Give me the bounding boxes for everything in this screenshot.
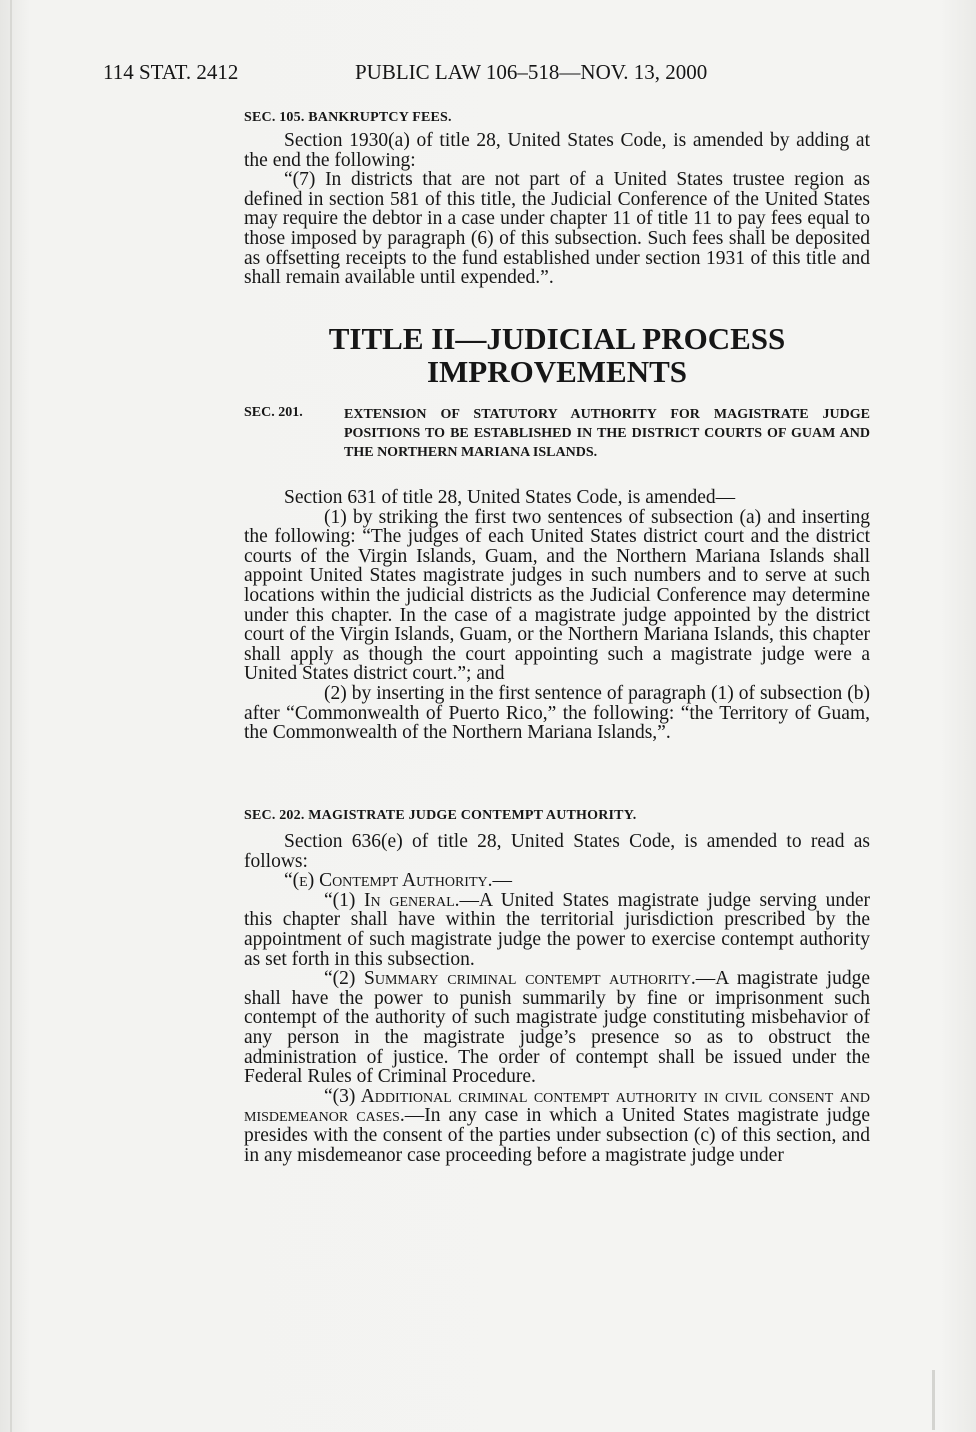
section-201-item-2: (2) by inserting in the first sentence of paragraph (1) of subsection (b) after “Commonwealth of Puerto Rico,” the following: “the Territory of Guam, the Commonwealth of the Northern Mariana Islands,”. (244, 682, 870, 744)
section-201-intro: Section 631 of title 28, United States Code, is amended— (284, 487, 736, 508)
section-105-intro: Section 1930(a) of title 28, United States Code, is amended by adding at the end the following: (244, 130, 870, 171)
paragraph-1-label: “(1) In general.— (324, 889, 480, 911)
section-202-intro: Section 636(e) of title 28, United States Code, is amended to read as follows: (244, 831, 870, 872)
page-edge-mark (932, 1370, 935, 1430)
paragraph-3-text: In any case in which a United States magistrate judge presides with the consent of the parties under subsection (c) of this section, and in any misdemeanor case proceeding before a magistrate judge under (244, 1105, 870, 1166)
section-202-heading: SEC. 202. MAGISTRATE JUDGE CONTEMPT AUTHORITY. (244, 808, 637, 823)
section-105-body (244, 131, 870, 288)
subsection-e-heading (244, 871, 870, 891)
section-202-body (244, 832, 870, 1165)
paragraph-3 (244, 1087, 870, 1165)
public-law-citation: PUBLIC LAW 106–518—NOV. 13, 2000 (355, 60, 708, 84)
section-201-item-1: (1) by striking the first two sentences of subsection (a) and inserting the following: “The judges of each United States district court and the district courts of the Virgin Islands, Guam, and the Northern Mariana Islands shall appoint United States magistrate judges in such numbers and to serve at such locations within the judicial districts as the Judicial Conference may determine under this chapter. In the case of a magistrate judge appointed by the district court of the Virgin Islands, Guam, or the Northern Mariana Islands, this chapter shall apply as though the court appointing such a magistrate judge were a United States district court.”; and (244, 506, 870, 685)
running-header (103, 60, 803, 90)
section-202 (244, 808, 870, 824)
paragraph-2-text: A magistrate judge shall have the power to punish summarily by fine or imprisonment such contempt of the authority of such magistrate judge constituting misbehavior of any person in the magistrate judge’s presence so as to obstruct the administration of justice. The order of contempt shall be issued under the Federal Rules of Criminal Procedure. (244, 968, 870, 1088)
title-ii-heading (244, 322, 870, 388)
subsection-e-label: “(e) Contempt Authority.— (284, 870, 512, 892)
section-105-paragraph-7: “(7) In districts that are not part of a United States trustee region as defined in section 581 of this title, the Judicial Conference of the United States may require the debtor in a case under chapter 11 of title 11 to pay fees equal to those imposed by paragraph (6) of this subsection. Such fees shall be deposited as offsetting receipts to the fund established under section 1931 of this title and shall remain available until expended.”. (244, 169, 870, 289)
paragraph-2 (244, 969, 870, 1087)
section-201-body (244, 488, 870, 743)
paragraph-1-text: A United States magistrate judge serving under this chapter shall have within the territorial jurisdiction prescribed by the appointment of such magistrate judge the power to exercise contempt authority as set forth in this subsection. (244, 889, 870, 970)
stat-citation: 114 STAT. 2412 (103, 60, 239, 84)
page-edge-shadow (10, 0, 12, 1432)
title-ii-line-2: IMPROVEMENTS (426, 354, 688, 389)
section-201-number: SEC. 201. (244, 405, 303, 420)
section-201-title: EXTENSION OF STATUTORY AUTHORITY FOR MAGISTRATE JUDGE POSITIONS TO BE ESTABLISHED IN THE DISTRICT COURTS OF GUAM AND THE NORTHERN MARIANA ISLANDS. (344, 407, 870, 460)
section-105-heading: SEC. 105. BANKRUPTCY FEES. (244, 110, 452, 125)
title-ii-line-1: TITLE II—JUDICIAL PROCESS (328, 321, 786, 356)
paragraph-1 (244, 891, 870, 969)
section-105 (244, 110, 870, 126)
paragraph-3-label: “(3) Additional criminal contempt authority in civil consent and misdemeanor cases.— (244, 1085, 870, 1127)
section-201-heading (244, 405, 870, 462)
paragraph-2-label: “(2) Summary criminal contempt authority.— (324, 968, 716, 990)
